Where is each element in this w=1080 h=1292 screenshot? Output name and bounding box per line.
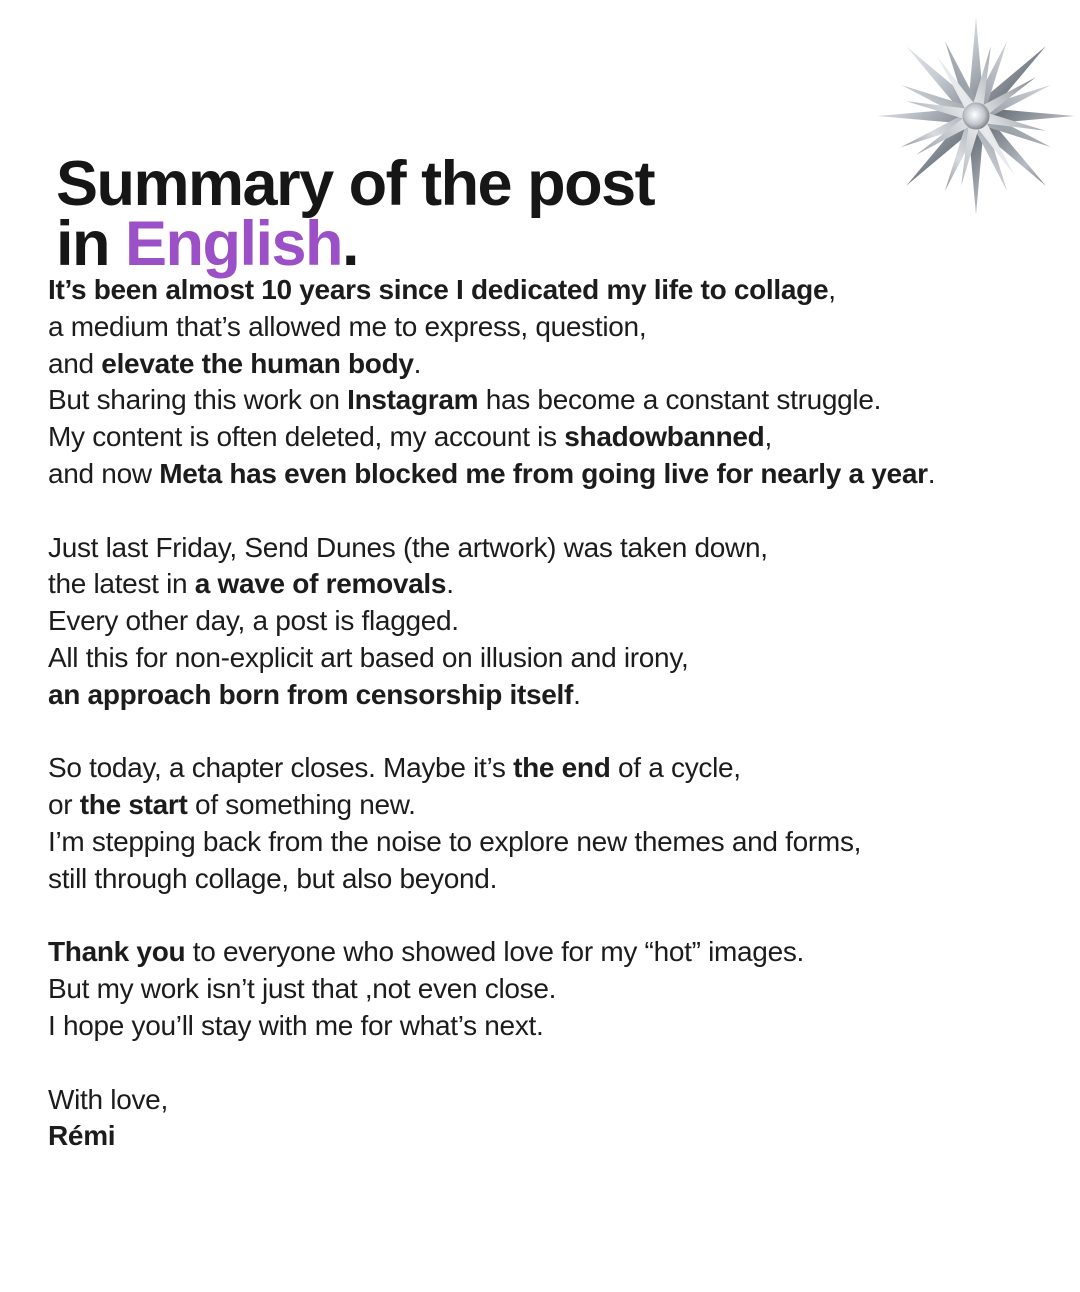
- post-body: [48, 272, 935, 1155]
- title-line-2: in English.: [56, 209, 359, 280]
- text-line: and now Meta has even blocked me from going live for nearly a year.: [48, 457, 936, 489]
- paragraph: [48, 1082, 935, 1156]
- text-line: So today, a chapter closes. Maybe it’s the end of a cycle,: [48, 752, 741, 784]
- paragraph: [48, 272, 935, 493]
- text-line: I hope you’ll stay with me for what’s next.: [48, 1009, 544, 1041]
- text-line: and elevate the human body.: [48, 347, 422, 379]
- text-line: Rémi: [48, 1120, 116, 1152]
- paragraph: [48, 750, 935, 897]
- text-line: All this for non-explicit art based on illusion and irony,: [48, 641, 689, 673]
- text-line: But my work isn’t just that ,not even close.: [48, 973, 557, 1005]
- title-highlight-english: English: [125, 209, 343, 280]
- paragraph: [48, 934, 935, 1044]
- text-line: My content is often deleted, my account is shadowbanned,: [48, 421, 772, 453]
- paragraph: [48, 530, 935, 714]
- text-line: Thank you to everyone who showed love for my “hot” images.: [48, 936, 805, 968]
- text-line: I’m stepping back from the noise to explore new themes and forms,: [48, 825, 862, 857]
- text-line: an approach born from censorship itself.: [48, 678, 581, 710]
- text-line: the latest in a wave of removals.: [48, 568, 454, 600]
- text-line: It’s been almost 10 years since I dedicated my life to collage,: [48, 274, 836, 305]
- text-line: a medium that’s allowed me to express, question,: [48, 310, 647, 342]
- page-title: [56, 149, 655, 280]
- chrome-starburst-icon: [872, 12, 1080, 220]
- title-line-1: Summary of the post: [56, 149, 655, 220]
- text-line: But sharing this work on Instagram has become a constant struggle.: [48, 384, 882, 416]
- text-line: or the start of something new.: [48, 789, 416, 821]
- text-line: With love,: [48, 1083, 168, 1115]
- text-line: still through collage, but also beyond.: [48, 862, 498, 894]
- text-line: Just last Friday, Send Dunes (the artwork) was taken down,: [48, 531, 768, 563]
- text-line: Every other day, a post is flagged.: [48, 605, 459, 637]
